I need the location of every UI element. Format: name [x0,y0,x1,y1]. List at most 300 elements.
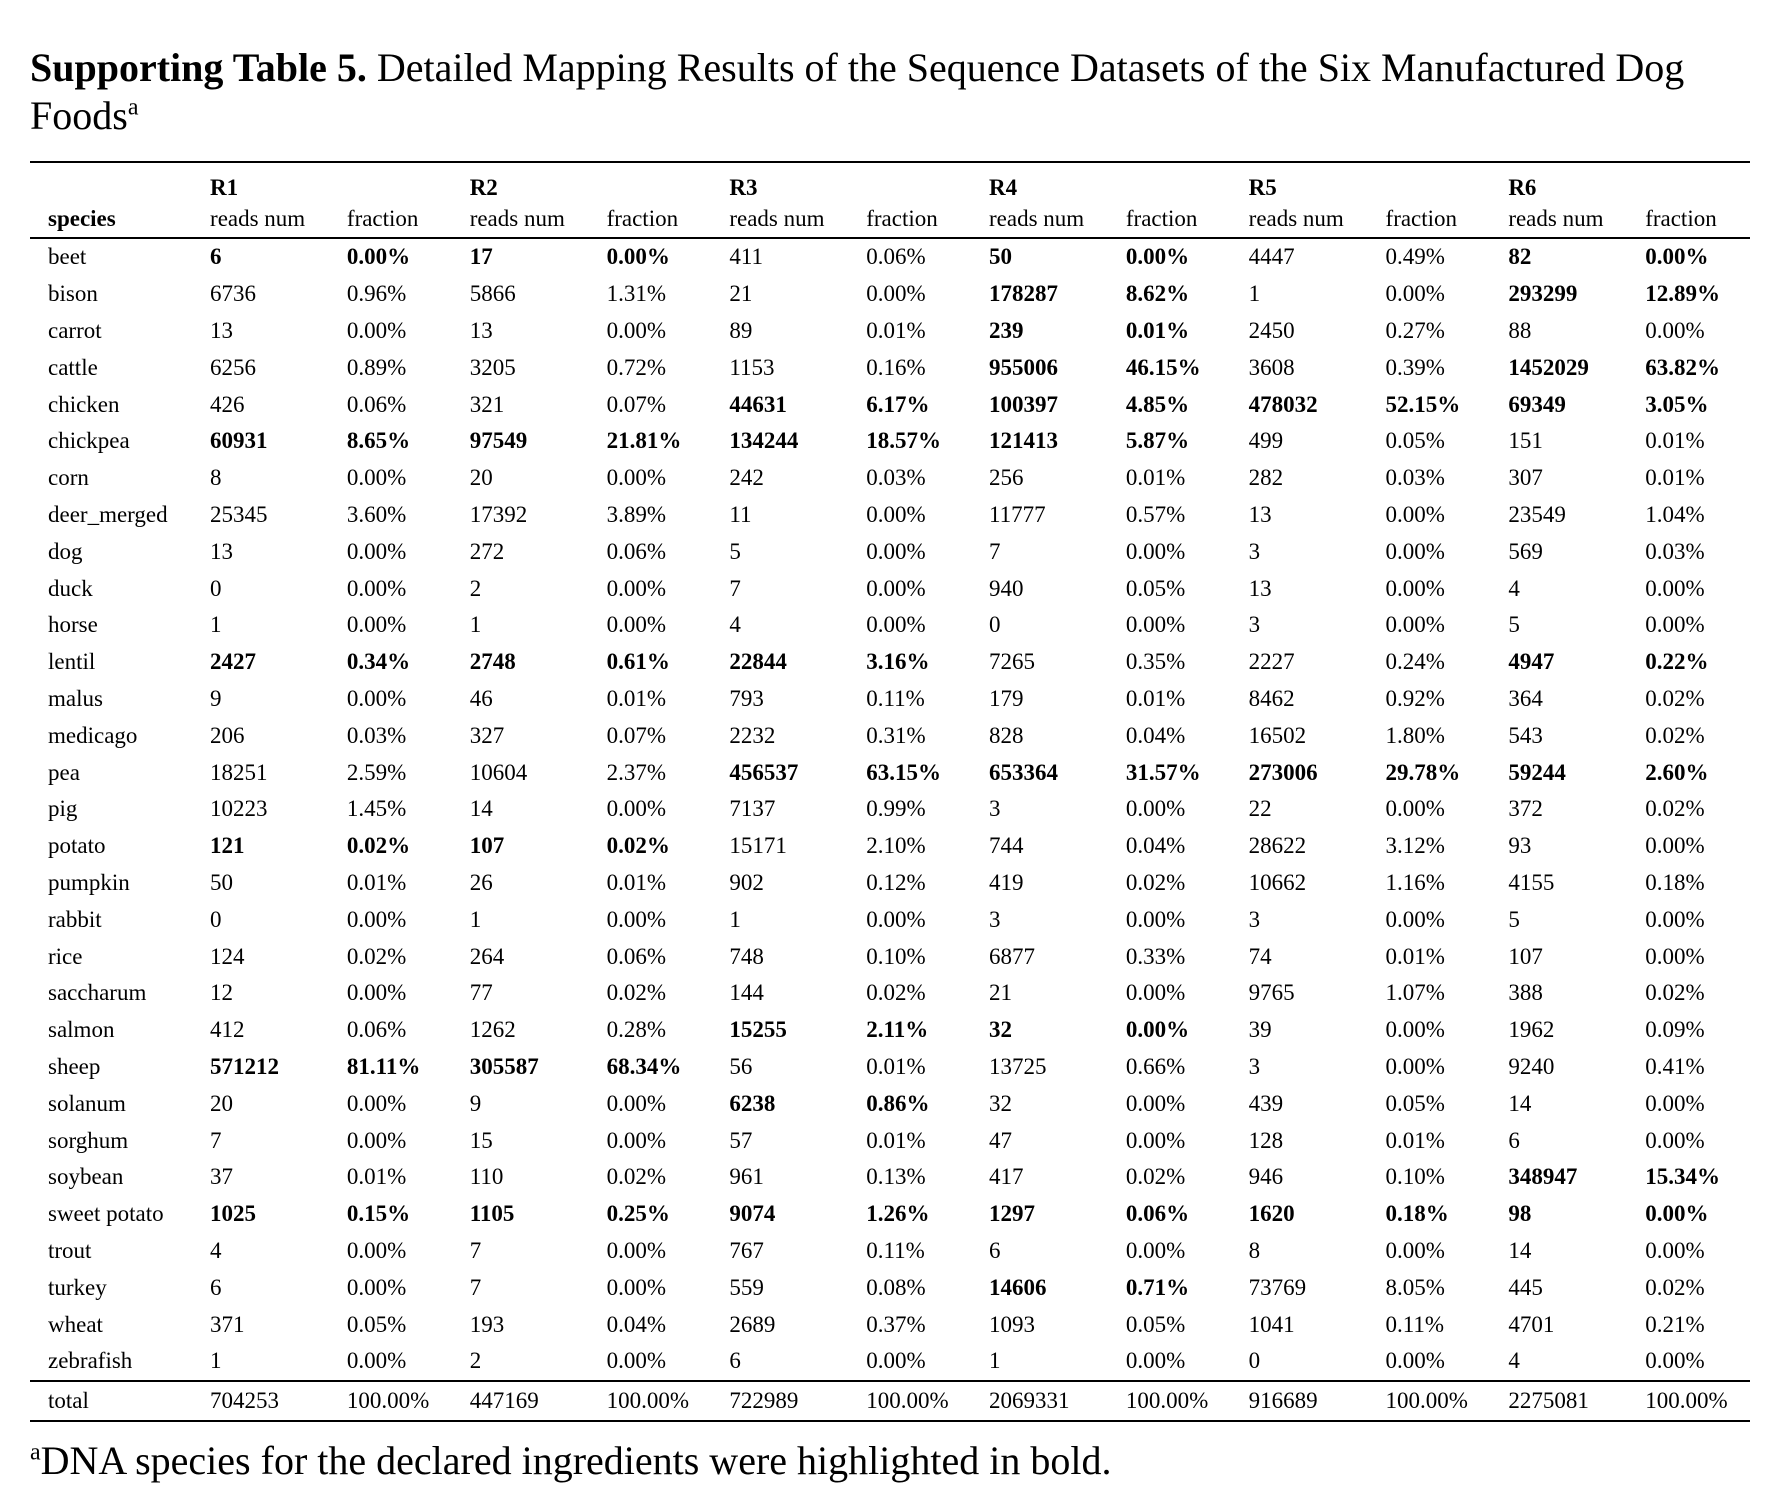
reads-num-cell: 8 [210,465,222,491]
fraction-cell: 0.01% [1385,1127,1445,1153]
reads-num-cell: 305587 [469,1053,539,1079]
reads-num-header: reads num [1508,206,1604,231]
mapping-table-container [30,161,1750,1422]
reads-num-cell: 178287 [989,281,1058,307]
fraction-cell: 0.02% [1125,869,1186,895]
fraction-cell: 0.66% [1125,1053,1186,1079]
total-label: total [48,1387,89,1413]
table-row [30,1085,1750,1122]
fraction-cell: 0.00% [1125,1348,1186,1374]
fraction-cell: 0.86% [866,1090,930,1116]
fraction-cell: 0.00% [346,538,407,564]
fraction-cell: 0.06% [1125,1201,1190,1227]
fraction-cell: 0.00% [1645,906,1705,932]
table-row [30,276,1750,313]
mapping-results-table [30,161,1750,1422]
fraction-cell: 0.41% [1645,1053,1705,1079]
table-row [30,1159,1750,1196]
fraction-cell: 0.01% [866,1053,926,1079]
reads-num-cell: 439 [1248,1090,1284,1116]
table-row [30,1196,1750,1233]
fraction-cell: 0.10% [1385,1164,1445,1190]
reads-num-cell: 46 [469,685,493,711]
fraction-header: fraction [606,206,679,231]
reads-num-cell: 6256 [210,354,257,380]
fraction-cell: 0.03% [866,465,926,491]
reads-num-cell: 74 [1248,943,1272,969]
fraction-cell: 0.00% [866,281,926,307]
reads-num-cell: 5866 [469,281,516,307]
fraction-cell: 0.00% [346,980,407,1006]
group-header-r4: R4 [989,175,1018,200]
fraction-header: fraction [1645,206,1717,231]
reads-num-cell: 23549 [1508,501,1566,527]
species-cell: medicago [48,722,138,748]
reads-num-cell: 10604 [469,759,528,785]
fraction-cell: 1.80% [1385,722,1445,748]
reads-num-cell: 93 [1508,833,1532,859]
species-cell: trout [48,1237,92,1263]
fraction-cell: 0.22% [1645,649,1709,675]
table-title [30,44,1750,140]
table-row [30,607,1750,644]
fraction-cell: 46.15% [1125,354,1201,380]
fraction-cell: 0.00% [346,685,407,711]
fraction-cell: 0.01% [866,1127,926,1153]
reads-num-cell: 50 [989,244,1012,270]
fraction-cell: 0.57% [1125,501,1186,527]
reads-num-cell: 7 [210,1127,222,1153]
fraction-cell: 0.00% [1125,906,1186,932]
fraction-cell: 2.37% [606,759,666,785]
fraction-cell: 0.00% [606,612,666,638]
fraction-cell: 0.00% [1125,980,1186,1006]
reads-num-cell: 121413 [989,428,1058,454]
fraction-cell: 0.96% [346,281,407,307]
fraction-cell: 0.00% [1645,1127,1705,1153]
reads-num-cell: 3 [1248,906,1261,932]
fraction-cell: 0.00% [1645,612,1705,638]
fraction-cell: 0.89% [346,354,407,380]
fraction-cell: 0.11% [866,1237,925,1263]
fraction-cell: 0.00% [1385,281,1445,307]
reads-num-cell: 15171 [729,833,787,859]
fraction-cell: 63.15% [866,759,941,785]
fraction-cell: 0.00% [1385,906,1445,932]
reads-num-cell: 412 [210,1017,245,1043]
fraction-cell: 0.00% [346,575,407,601]
reads-num-cell: 20 [469,465,493,491]
total-fraction-cell: 100.00% [346,1387,430,1413]
reads-num-cell: 239 [989,317,1024,343]
group-header-r1: R1 [210,175,239,200]
reads-num-cell: 940 [989,575,1024,601]
fraction-cell: 0.00% [1645,1090,1705,1116]
species-cell: salmon [48,1017,115,1043]
fraction-cell: 0.00% [866,501,926,527]
reads-num-cell: 2232 [729,722,776,748]
reads-num-cell: 569 [1508,538,1543,564]
species-cell: horse [48,612,98,638]
reads-num-cell: 961 [729,1164,764,1190]
reads-num-cell: 14606 [989,1274,1047,1300]
reads-num-cell: 107 [469,833,505,859]
table-row [30,791,1750,828]
table-row [30,533,1750,570]
species-cell: corn [48,465,89,491]
reads-num-cell: 1297 [989,1201,1035,1227]
total-reads-num-cell: 2069331 [989,1387,1070,1413]
total-fraction-cell: 100.00% [1645,1387,1728,1413]
table-footer [30,1381,1750,1421]
fraction-cell: 3.60% [346,501,407,527]
reads-num-cell: 39 [1248,1017,1272,1043]
reads-num-cell: 13725 [989,1053,1047,1079]
reads-num-cell: 121 [210,833,245,859]
reads-num-cell: 206 [210,722,245,748]
fraction-cell: 0.00% [606,906,666,932]
fraction-cell: 1.16% [1385,869,1445,895]
reads-num-cell: 89 [729,317,753,343]
species-cell: saccharum [48,980,147,1006]
reads-num-cell: 6238 [729,1090,776,1116]
species-cell: rabbit [48,906,102,932]
species-cell: wheat [48,1311,103,1337]
reads-num-cell: 946 [1248,1164,1284,1190]
fraction-cell: 0.02% [346,833,411,859]
reads-num-cell: 179 [989,685,1024,711]
reads-num-cell: 15255 [729,1017,787,1043]
fraction-cell: 0.01% [1125,465,1186,491]
total-reads-num-cell: 704253 [210,1387,280,1413]
reads-num-cell: 1153 [729,354,775,380]
table-row [30,681,1750,718]
species-cell: cattle [48,354,98,380]
fraction-cell: 0.00% [606,1127,666,1153]
reads-num-cell: 0 [989,612,1001,638]
fraction-cell: 0.01% [606,869,666,895]
total-fraction-cell: 100.00% [1385,1387,1468,1413]
reads-num-cell: 8 [1248,1237,1261,1263]
fraction-cell: 1.31% [606,281,666,307]
group-header-empty [30,162,192,201]
fraction-cell: 0.05% [346,1311,407,1337]
fraction-cell: 0.00% [1645,1348,1705,1374]
reads-num-cell: 307 [1508,465,1543,491]
reads-num-cell: 25345 [210,501,268,527]
reads-num-cell: 282 [1248,465,1284,491]
fraction-cell: 0.00% [1645,1237,1705,1263]
fraction-cell: 0.00% [606,465,666,491]
total-fraction-cell: 100.00% [606,1387,689,1413]
fraction-cell: 0.33% [1125,943,1186,969]
reads-num-cell: 59244 [1508,759,1566,785]
reads-num-cell: 21 [729,281,753,307]
reads-num-cell: 13 [469,317,493,343]
fraction-cell: 0.01% [606,685,666,711]
species-column-header: species [48,206,116,231]
reads-num-cell: 456537 [729,759,799,785]
fraction-cell: 0.25% [606,1201,670,1227]
fraction-cell: 0.37% [866,1311,926,1337]
fraction-cell: 12.89% [1645,281,1720,307]
fraction-cell: 0.05% [1385,428,1445,454]
fraction-cell: 0.00% [606,1274,666,1300]
reads-num-cell: 22 [1248,796,1272,822]
reads-num-cell: 1620 [1248,1201,1295,1227]
footnote [30,1437,1111,1485]
fraction-cell: 0.15% [346,1201,411,1227]
fraction-cell: 0.01% [1125,685,1186,711]
fraction-cell: 0.06% [866,244,926,270]
reads-num-cell: 2 [469,575,482,601]
reads-num-cell: 1452029 [1508,354,1589,380]
fraction-cell: 0.07% [606,722,666,748]
fraction-cell: 0.71% [1125,1274,1190,1300]
fraction-cell: 1.04% [1645,501,1705,527]
reads-num-cell: 1025 [210,1201,257,1227]
reads-num-cell: 18251 [210,759,268,785]
fraction-cell: 0.11% [866,685,925,711]
reads-num-header: reads num [210,206,306,231]
fraction-cell: 0.02% [1645,980,1705,1006]
reads-num-cell: 1 [210,1348,222,1374]
reads-num-cell: 11777 [989,501,1046,527]
fraction-cell: 2.11% [866,1017,929,1043]
fraction-cell: 0.11% [1385,1311,1445,1337]
fraction-cell: 0.00% [606,1348,666,1374]
reads-num-cell: 14 [469,796,493,822]
reads-num-cell: 10223 [210,796,268,822]
fraction-cell: 0.06% [346,1017,407,1043]
reads-num-header: reads num [989,206,1085,231]
reads-num-cell: 151 [1508,428,1543,454]
total-reads-num-cell: 916689 [1248,1387,1318,1413]
footnote-text: DNA species for the declared ingredients were highlighted in bold. [40,1438,1112,1483]
reads-num-cell: 77 [469,980,493,1006]
species-cell: soybean [48,1164,124,1190]
reads-num-cell: 3205 [469,354,516,380]
fraction-cell: 0.00% [1125,1017,1190,1043]
fraction-cell: 1.07% [1385,980,1445,1006]
fraction-cell: 0.35% [1125,649,1186,675]
species-cell: zebrafish [48,1348,133,1374]
fraction-cell: 0.01% [1125,317,1190,343]
group-header-r5: R5 [1248,175,1277,200]
table-title-lead: Supporting Table 5. [30,45,367,90]
reads-num-cell: 17 [469,244,493,270]
fraction-cell: 0.00% [1645,244,1709,270]
species-cell: rice [48,943,83,969]
table-row [30,865,1750,902]
reads-num-cell: 100397 [989,391,1058,417]
reads-num-cell: 4947 [1508,649,1555,675]
fraction-cell: 18.57% [866,428,941,454]
table-row [30,1049,1750,1086]
species-cell: solanum [48,1090,126,1116]
reads-num-cell: 2 [469,1348,482,1374]
reads-num-cell: 56 [729,1053,753,1079]
species-cell: malus [48,685,103,711]
reads-num-cell: 7265 [989,649,1035,675]
fraction-header: fraction [1125,206,1198,231]
fraction-cell: 0.01% [346,869,407,895]
fraction-cell: 0.00% [1125,1237,1186,1263]
reads-num-cell: 793 [729,685,764,711]
fraction-cell: 0.18% [1385,1201,1449,1227]
fraction-cell: 0.01% [1645,465,1705,491]
reads-num-cell: 13 [210,538,234,564]
species-cell: deer_merged [48,501,168,527]
fraction-cell: 2.60% [1645,759,1709,785]
fraction-cell: 0.02% [1645,1274,1705,1300]
reads-num-cell: 73769 [1248,1274,1307,1300]
reads-num-cell: 2450 [1248,317,1295,343]
fraction-cell: 0.02% [1125,1164,1186,1190]
fraction-cell: 0.01% [1385,943,1445,969]
fraction-cell: 0.02% [1645,722,1705,748]
reads-num-cell: 955006 [989,354,1058,380]
fraction-cell: 0.92% [1385,685,1445,711]
fraction-cell: 0.00% [866,1348,926,1374]
species-cell: pumpkin [48,869,130,895]
fraction-cell: 0.24% [1385,649,1445,675]
fraction-cell: 4.85% [1125,391,1190,417]
reads-num-cell: 20 [210,1090,234,1116]
reads-num-cell: 1 [729,906,741,932]
species-cell: pea [48,759,80,785]
reads-num-cell: 9 [469,1090,482,1116]
fraction-cell: 0.00% [866,575,926,601]
fraction-cell: 0.99% [866,796,926,822]
fraction-cell: 68.34% [606,1053,682,1079]
fraction-cell: 0.49% [1385,244,1445,270]
reads-num-cell: 5 [1508,612,1520,638]
fraction-cell: 0.00% [606,575,666,601]
fraction-cell: 0.00% [1125,1127,1186,1153]
reads-num-cell: 744 [989,833,1024,859]
fraction-cell: 0.01% [346,1164,407,1190]
fraction-cell: 0.61% [606,649,670,675]
reads-num-cell: 1041 [1248,1311,1295,1337]
fraction-cell: 0.00% [346,1274,407,1300]
reads-num-cell: 4701 [1508,1311,1555,1337]
fraction-cell: 0.00% [1125,244,1190,270]
total-row [30,1381,1750,1421]
reads-num-cell: 426 [210,391,245,417]
total-reads-num-cell: 2275081 [1508,1387,1589,1413]
reads-num-cell: 7 [469,1274,482,1300]
reads-num-cell: 478032 [1248,391,1318,417]
reads-num-cell: 16502 [1248,722,1307,748]
table-row [30,938,1750,975]
fraction-cell: 0.00% [346,1237,407,1263]
fraction-cell: 0.04% [1125,722,1186,748]
fraction-cell: 0.00% [346,906,407,932]
fraction-cell: 0.72% [606,354,666,380]
reads-num-cell: 327 [469,722,505,748]
reads-num-header: reads num [729,206,825,231]
fraction-cell: 0.34% [346,649,411,675]
reads-num-cell: 26 [469,869,493,895]
reads-num-cell: 828 [989,722,1024,748]
reads-num-cell: 13 [1248,501,1272,527]
reads-num-header: reads num [1248,206,1344,231]
fraction-cell: 0.00% [346,1090,407,1116]
fraction-cell: 0.06% [606,538,666,564]
fraction-cell: 0.04% [606,1311,666,1337]
reads-num-cell: 7 [729,575,741,601]
fraction-cell: 0.00% [606,244,670,270]
reads-num-cell: 37 [210,1164,234,1190]
table-row [30,423,1750,460]
reads-num-cell: 264 [469,943,505,969]
reads-num-cell: 419 [989,869,1024,895]
reads-num-cell: 653364 [989,759,1058,785]
table-row [30,1306,1750,1343]
fraction-cell: 0.28% [606,1017,666,1043]
fraction-cell: 0.21% [1645,1311,1705,1337]
reads-num-cell: 9765 [1248,980,1295,1006]
table-header [30,162,1750,238]
fraction-header: fraction [866,206,938,231]
fraction-cell: 0.00% [606,796,666,822]
species-cell: lentil [48,649,96,675]
footnote-marker: a [30,1439,41,1466]
fraction-cell: 0.03% [1385,465,1445,491]
reads-num-cell: 17392 [469,501,528,527]
reads-num-header: reads num [469,206,565,231]
reads-num-cell: 124 [210,943,245,969]
fraction-cell: 0.00% [1125,538,1186,564]
fraction-cell: 0.39% [1385,354,1445,380]
reads-num-cell: 4 [1508,1348,1520,1374]
reads-num-cell: 4447 [1248,244,1295,270]
fraction-cell: 3.12% [1385,833,1445,859]
fraction-cell: 0.00% [1385,501,1445,527]
reads-num-cell: 32 [989,1090,1012,1116]
reads-num-cell: 128 [1248,1127,1284,1153]
reads-num-cell: 3 [989,796,1001,822]
group-header-r6: R6 [1508,175,1537,200]
table-row [30,386,1750,423]
reads-num-cell: 14 [1508,1090,1532,1116]
reads-num-cell: 411 [729,244,763,270]
fraction-cell: 0.03% [1645,538,1705,564]
reads-num-cell: 107 [1508,943,1543,969]
fraction-cell: 1.45% [346,796,407,822]
reads-num-cell: 3 [1248,612,1261,638]
species-cell: carrot [48,317,102,343]
table-title-text: Detailed Mapping Results of the Sequence Datasets of the Six Manufactured Dog Foods [30,45,1685,138]
fraction-cell: 0.02% [606,980,666,1006]
species-cell: pig [48,796,78,822]
reads-num-cell: 134244 [729,428,799,454]
reads-num-cell: 98 [1508,1201,1532,1227]
reads-num-cell: 6 [729,1348,741,1374]
table-row [30,460,1750,497]
fraction-cell: 5.87% [1125,428,1190,454]
table-row [30,1269,1750,1306]
fraction-cell: 0.00% [606,1090,666,1116]
species-cell: beet [48,244,87,270]
fraction-cell: 0.00% [1645,1201,1709,1227]
fraction-cell: 0.01% [866,317,926,343]
group-header-r3: R3 [729,175,758,200]
table-row [30,570,1750,607]
table-row [30,644,1750,681]
reads-num-cell: 7137 [729,796,776,822]
